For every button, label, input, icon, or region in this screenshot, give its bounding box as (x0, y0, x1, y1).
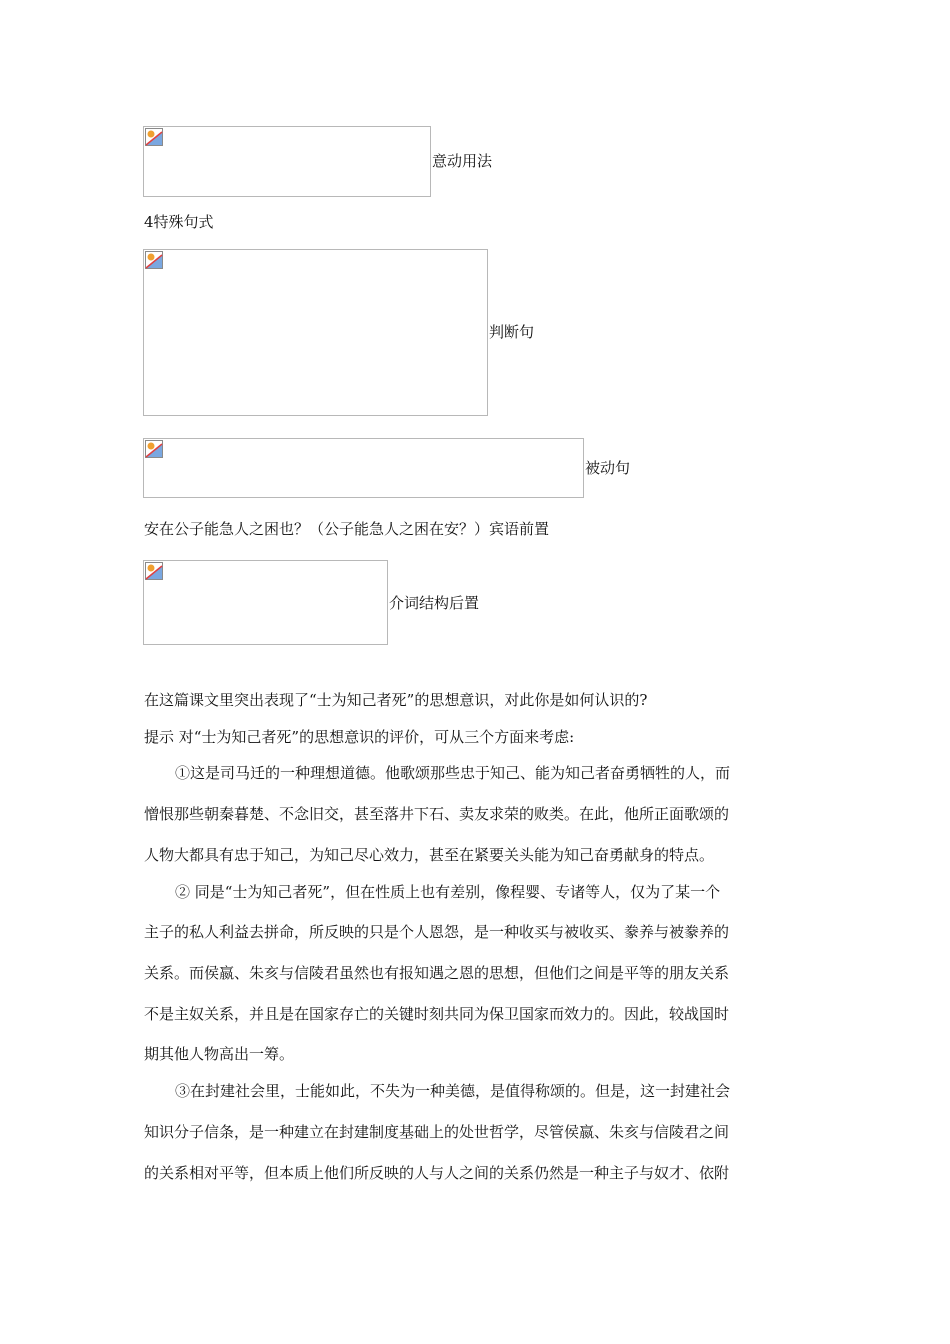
paragraph-3-line: ③在封建社会里，士能如此，不失为一种美德，是值得称颂的。但是，这一封建社会 (175, 1082, 731, 1100)
section-4-title: 4特殊句式 (144, 213, 214, 231)
paragraph-2-line: 期其他人物高出一筹。 (144, 1045, 295, 1063)
image-placeholder-yidong (143, 126, 431, 197)
discussion-hint: 提示 对“士为知己者死”的思想意识的评价，可从三个方面来考虑: (144, 728, 575, 746)
broken-image-icon (145, 440, 163, 458)
yidong-label: 意动用法 (432, 152, 493, 170)
beidong-label: 被动句 (585, 459, 631, 477)
paragraph-2-line: 不是主奴关系，并且是在国家存亡的关键时刻共同为保卫国家而效力的。因此，较战国时 (144, 1005, 730, 1023)
broken-image-icon (145, 251, 163, 269)
broken-image-icon (145, 562, 163, 580)
paragraph-3-line: 知识分子信条，是一种建立在封建制度基础上的处世哲学，尽管侯嬴、朱亥与信陵君之间 (144, 1123, 730, 1141)
image-placeholder-panduan (143, 249, 488, 416)
paragraph-2-line: ② 同是“士为知己者死”，但在性质上也有差别，像程婴、专诸等人，仅为了某一个 (175, 883, 721, 901)
image-placeholder-beidong (143, 438, 584, 498)
paragraph-3-line: 的关系相对平等，但本质上他们所反映的人与人之间的关系仍然是一种主子与奴才、依附 (144, 1164, 730, 1182)
paragraph-2-line: 主子的私人利益去拼命，所反映的只是个人恩怨，是一种收买与被收买、豢养与被豢养的 (144, 923, 730, 941)
panduan-label: 判断句 (489, 323, 535, 341)
paragraph-1-line: ①这是司马迁的一种理想道德。他歌颂那些忠于知己、能为知己者奋勇牺牲的人，而 (175, 764, 731, 782)
paragraph-1-line: 憎恨那些朝秦暮楚、不念旧交，甚至落井下石、卖友求荣的败类。在此，他所正面歌颂的 (144, 805, 730, 823)
paragraph-2-line: 关系。而侯嬴、朱亥与信陵君虽然也有报知遇之恩的思想，但他们之间是平等的朋友关系 (144, 964, 730, 982)
binyu-qianzhi-sentence: 安在公子能急人之困也？（公子能急人之困在安？）宾语前置 (144, 520, 550, 538)
discussion-question: 在这篇课文里突出表现了“士为知己者死”的思想意识，对此你是如何认识的? (144, 691, 648, 709)
paragraph-1-line: 人物大都具有忠于知己，为知己尽心效力，甚至在紧要关头能为知己奋勇献身的特点。 (144, 846, 715, 864)
broken-image-icon (145, 128, 163, 146)
image-placeholder-jieci (143, 560, 388, 645)
jieci-label: 介词结构后置 (389, 594, 480, 612)
